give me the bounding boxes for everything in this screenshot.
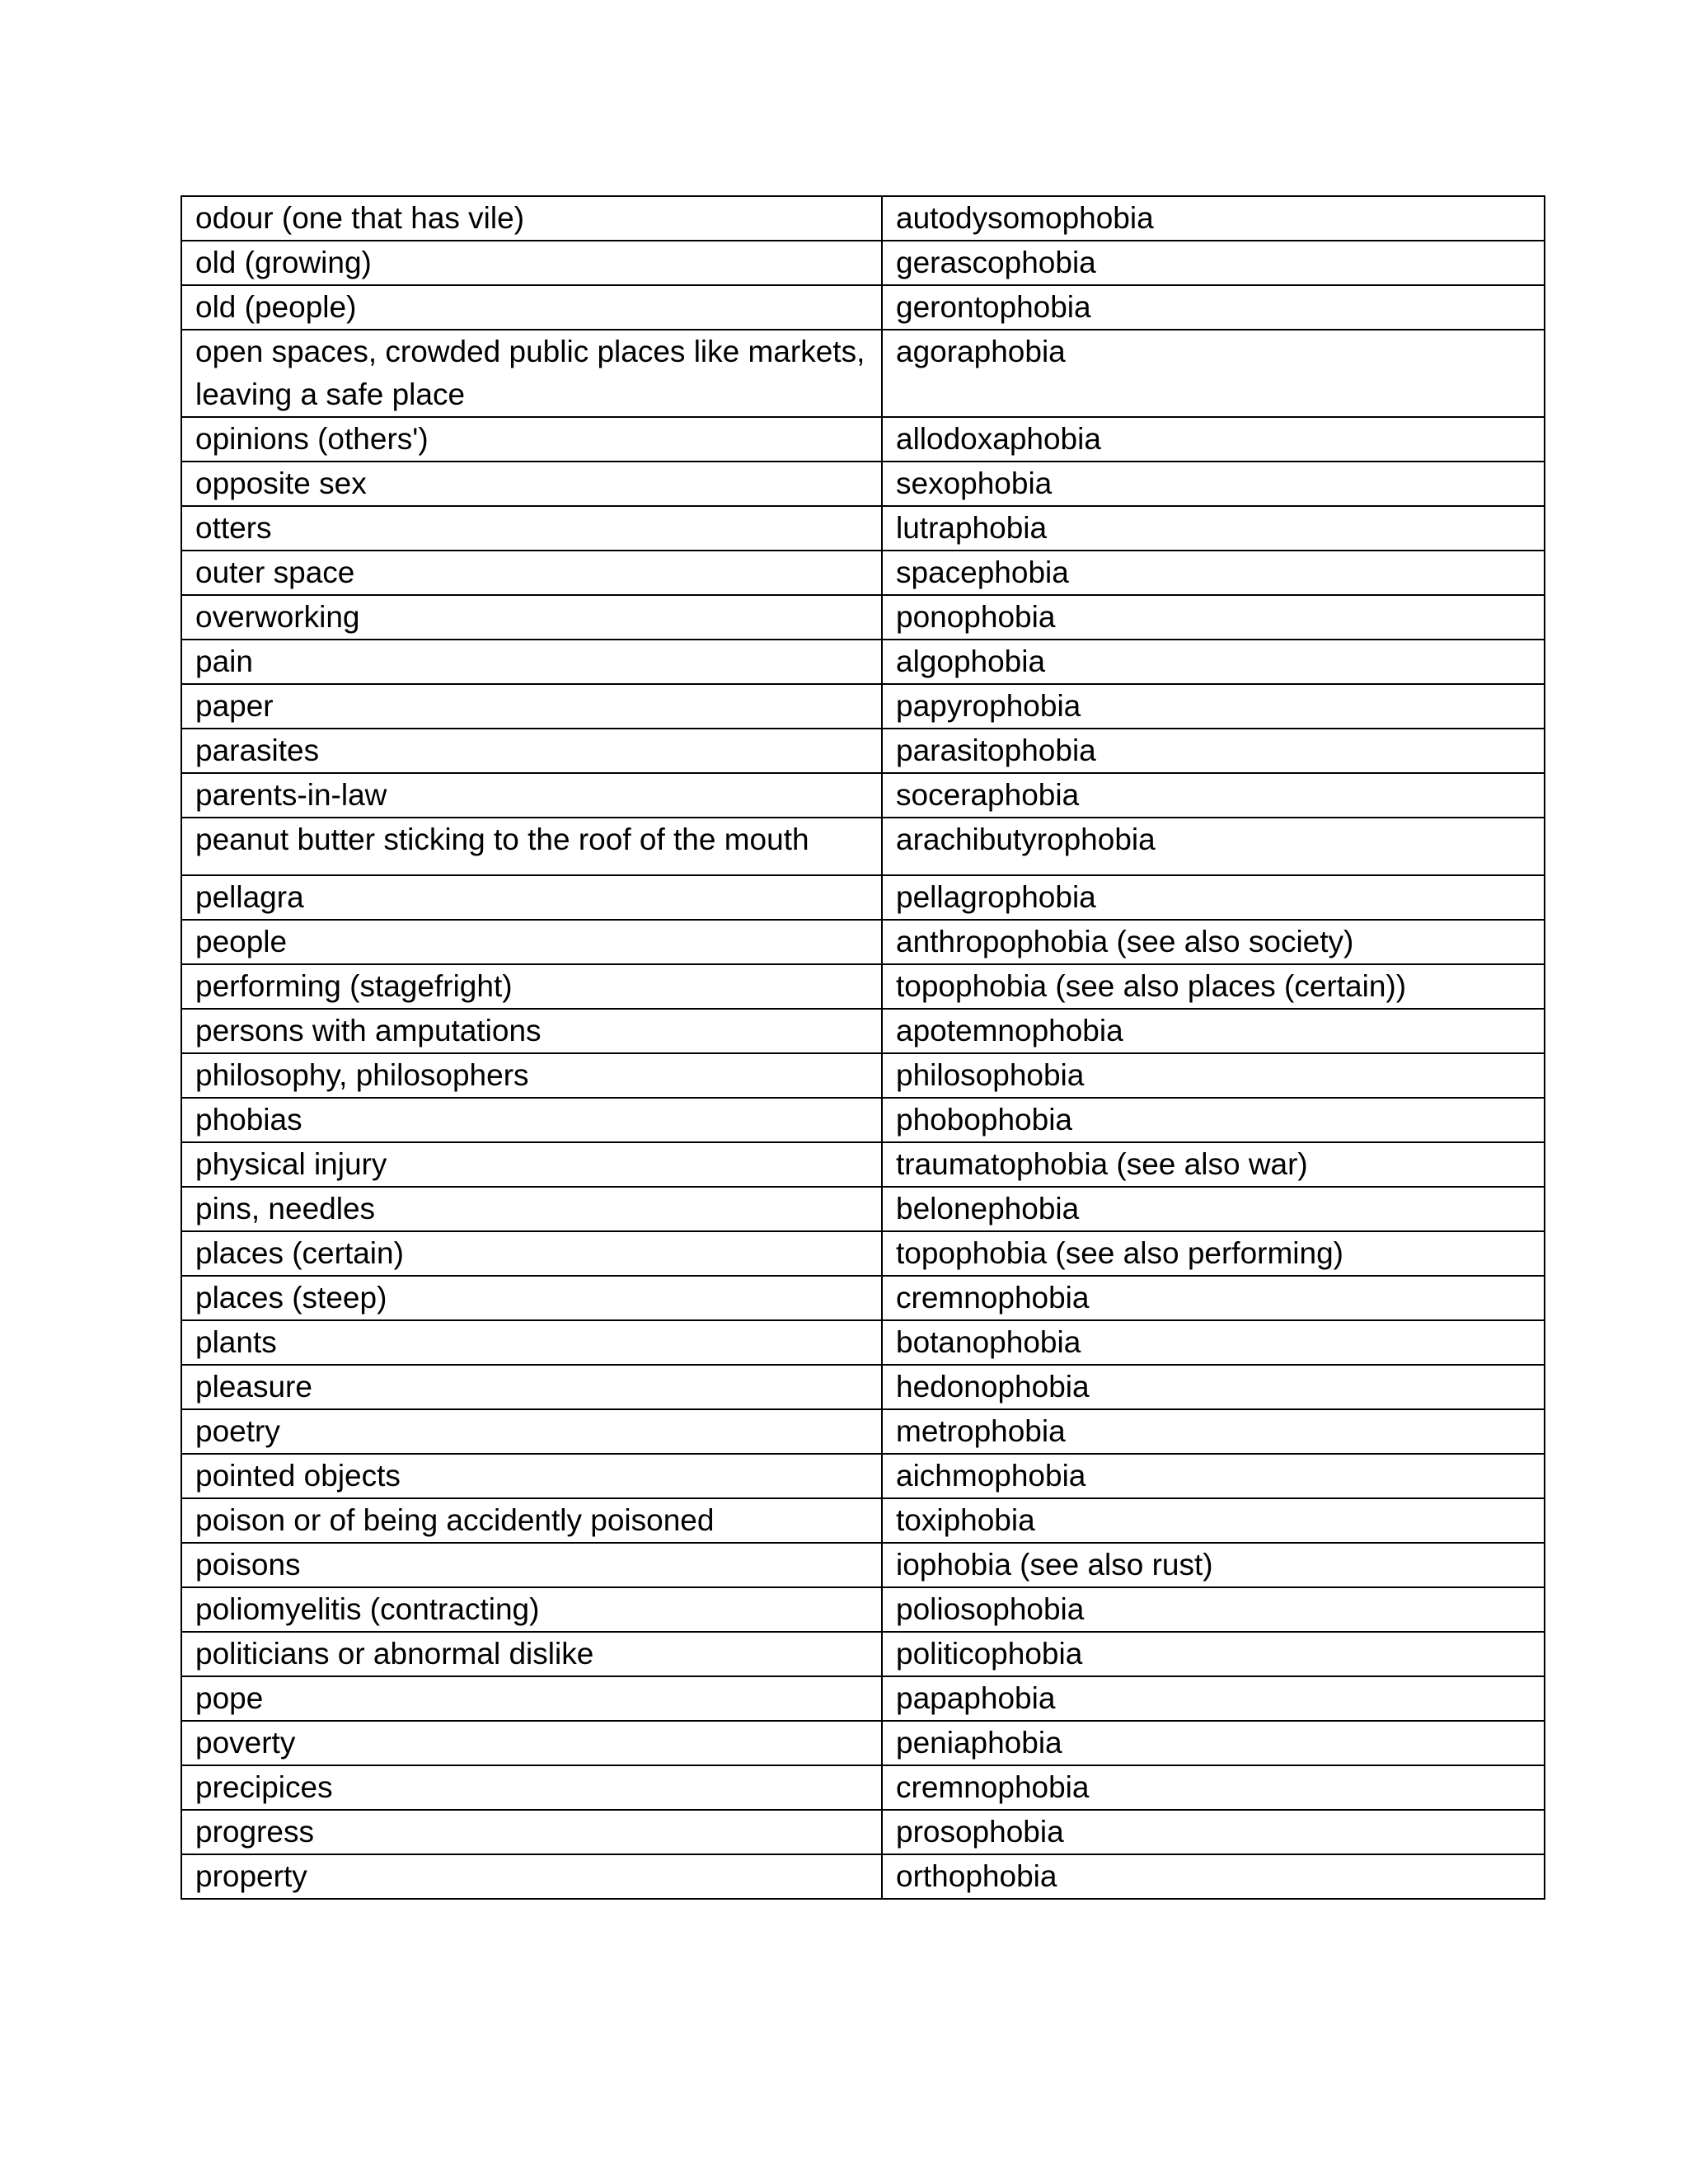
table-row [181, 1854, 1545, 1899]
phobia-cell: autodysomophobia [882, 196, 1545, 241]
phobia-cell: gerontophobia [882, 285, 1545, 330]
phobia-cell: phobophobia [882, 1098, 1545, 1142]
phobia-cell: sexophobia [882, 462, 1545, 506]
phobia-cell: gerascophobia [882, 241, 1545, 285]
table-row [181, 818, 1545, 875]
table-row [181, 1587, 1545, 1632]
table-row [181, 330, 1545, 417]
phobia-cell: papyrophobia [882, 684, 1545, 729]
term-cell: property [181, 1854, 882, 1899]
phobia-cell: aichmophobia [882, 1454, 1545, 1498]
phobia-cell: traumatophobia (see also war) [882, 1142, 1545, 1187]
table-row [181, 964, 1545, 1009]
table-row [181, 640, 1545, 684]
table-row [181, 1721, 1545, 1765]
table-row [181, 595, 1545, 640]
phobia-cell: cremnophobia [882, 1276, 1545, 1320]
phobia-cell: topophobia (see also places (certain)) [882, 964, 1545, 1009]
term-cell: pope [181, 1676, 882, 1721]
phobia-cell: belonephobia [882, 1187, 1545, 1231]
phobia-cell: prosophobia [882, 1810, 1545, 1854]
phobia-cell: parasitophobia [882, 729, 1545, 773]
table-row [181, 1498, 1545, 1543]
term-cell: philosophy, philosophers [181, 1053, 882, 1098]
term-cell: poisons [181, 1543, 882, 1587]
table-row [181, 729, 1545, 773]
term-cell: opposite sex [181, 462, 882, 506]
table-row [181, 920, 1545, 964]
phobia-cell: soceraphobia [882, 773, 1545, 818]
term-cell: precipices [181, 1765, 882, 1810]
table-row [181, 506, 1545, 551]
term-cell: people [181, 920, 882, 964]
term-cell: poverty [181, 1721, 882, 1765]
term-cell: performing (stagefright) [181, 964, 882, 1009]
table-row [181, 1142, 1545, 1187]
table-row [181, 1765, 1545, 1810]
term-cell: progress [181, 1810, 882, 1854]
term-cell: pleasure [181, 1365, 882, 1409]
term-cell: poliomyelitis (contracting) [181, 1587, 882, 1632]
term-cell: outer space [181, 551, 882, 595]
table-row [181, 551, 1545, 595]
term-cell: places (certain) [181, 1231, 882, 1276]
table-row [181, 417, 1545, 462]
term-cell: poison or of being accidently poisoned [181, 1498, 882, 1543]
table-row [181, 1543, 1545, 1587]
table-row [181, 1365, 1545, 1409]
table-row [181, 875, 1545, 920]
phobia-cell: metrophobia [882, 1409, 1545, 1454]
table-row [181, 1187, 1545, 1231]
term-cell: odour (one that has vile) [181, 196, 882, 241]
phobia-cell: politicophobia [882, 1632, 1545, 1676]
table-row [181, 1632, 1545, 1676]
phobia-cell: ponophobia [882, 595, 1545, 640]
term-cell: parents-in-law [181, 773, 882, 818]
table-row [181, 1231, 1545, 1276]
table-row [181, 285, 1545, 330]
term-cell: phobias [181, 1098, 882, 1142]
phobia-cell: papaphobia [882, 1676, 1545, 1721]
table-row [181, 684, 1545, 729]
table-body [181, 196, 1545, 1899]
table-row [181, 1098, 1545, 1142]
phobia-table [181, 195, 1545, 1900]
term-cell: open spaces, crowded public places like markets, leaving a safe place [181, 330, 882, 417]
term-cell: politicians or abnormal dislike [181, 1632, 882, 1676]
term-cell: overworking [181, 595, 882, 640]
term-cell: poetry [181, 1409, 882, 1454]
term-cell: opinions (others') [181, 417, 882, 462]
phobia-cell: botanophobia [882, 1320, 1545, 1365]
term-cell: physical injury [181, 1142, 882, 1187]
table-row [181, 196, 1545, 241]
term-cell: pins, needles [181, 1187, 882, 1231]
term-cell: pointed objects [181, 1454, 882, 1498]
phobia-cell: apotemnophobia [882, 1009, 1545, 1053]
phobia-cell: iophobia (see also rust) [882, 1543, 1545, 1587]
phobia-cell: pellagrophobia [882, 875, 1545, 920]
term-cell: pain [181, 640, 882, 684]
term-cell: otters [181, 506, 882, 551]
term-cell: paper [181, 684, 882, 729]
phobia-cell: poliosophobia [882, 1587, 1545, 1632]
table-row [181, 1053, 1545, 1098]
phobia-cell: orthophobia [882, 1854, 1545, 1899]
table-row [181, 773, 1545, 818]
term-cell: old (growing) [181, 241, 882, 285]
phobia-cell: topophobia (see also performing) [882, 1231, 1545, 1276]
table-row [181, 1409, 1545, 1454]
phobia-cell: philosophobia [882, 1053, 1545, 1098]
phobia-cell: allodoxaphobia [882, 417, 1545, 462]
table-row [181, 462, 1545, 506]
term-cell: pellagra [181, 875, 882, 920]
table-row [181, 1454, 1545, 1498]
phobia-cell: hedonophobia [882, 1365, 1545, 1409]
table-row [181, 1810, 1545, 1854]
table-row [181, 1676, 1545, 1721]
term-cell: plants [181, 1320, 882, 1365]
term-cell: parasites [181, 729, 882, 773]
phobia-cell: arachibutyrophobia [882, 818, 1545, 875]
term-cell: old (people) [181, 285, 882, 330]
phobia-cell: lutraphobia [882, 506, 1545, 551]
phobia-cell: peniaphobia [882, 1721, 1545, 1765]
phobia-cell: anthropophobia (see also society) [882, 920, 1545, 964]
phobia-cell: toxiphobia [882, 1498, 1545, 1543]
table-row [181, 1320, 1545, 1365]
table-row [181, 1276, 1545, 1320]
phobia-cell: agoraphobia [882, 330, 1545, 417]
table-row [181, 1009, 1545, 1053]
phobia-cell: algophobia [882, 640, 1545, 684]
term-cell: peanut butter sticking to the roof of the mouth [181, 818, 882, 875]
table-row [181, 241, 1545, 285]
phobia-cell: spacephobia [882, 551, 1545, 595]
term-cell: places (steep) [181, 1276, 882, 1320]
phobia-cell: cremnophobia [882, 1765, 1545, 1810]
term-cell: persons with amputations [181, 1009, 882, 1053]
